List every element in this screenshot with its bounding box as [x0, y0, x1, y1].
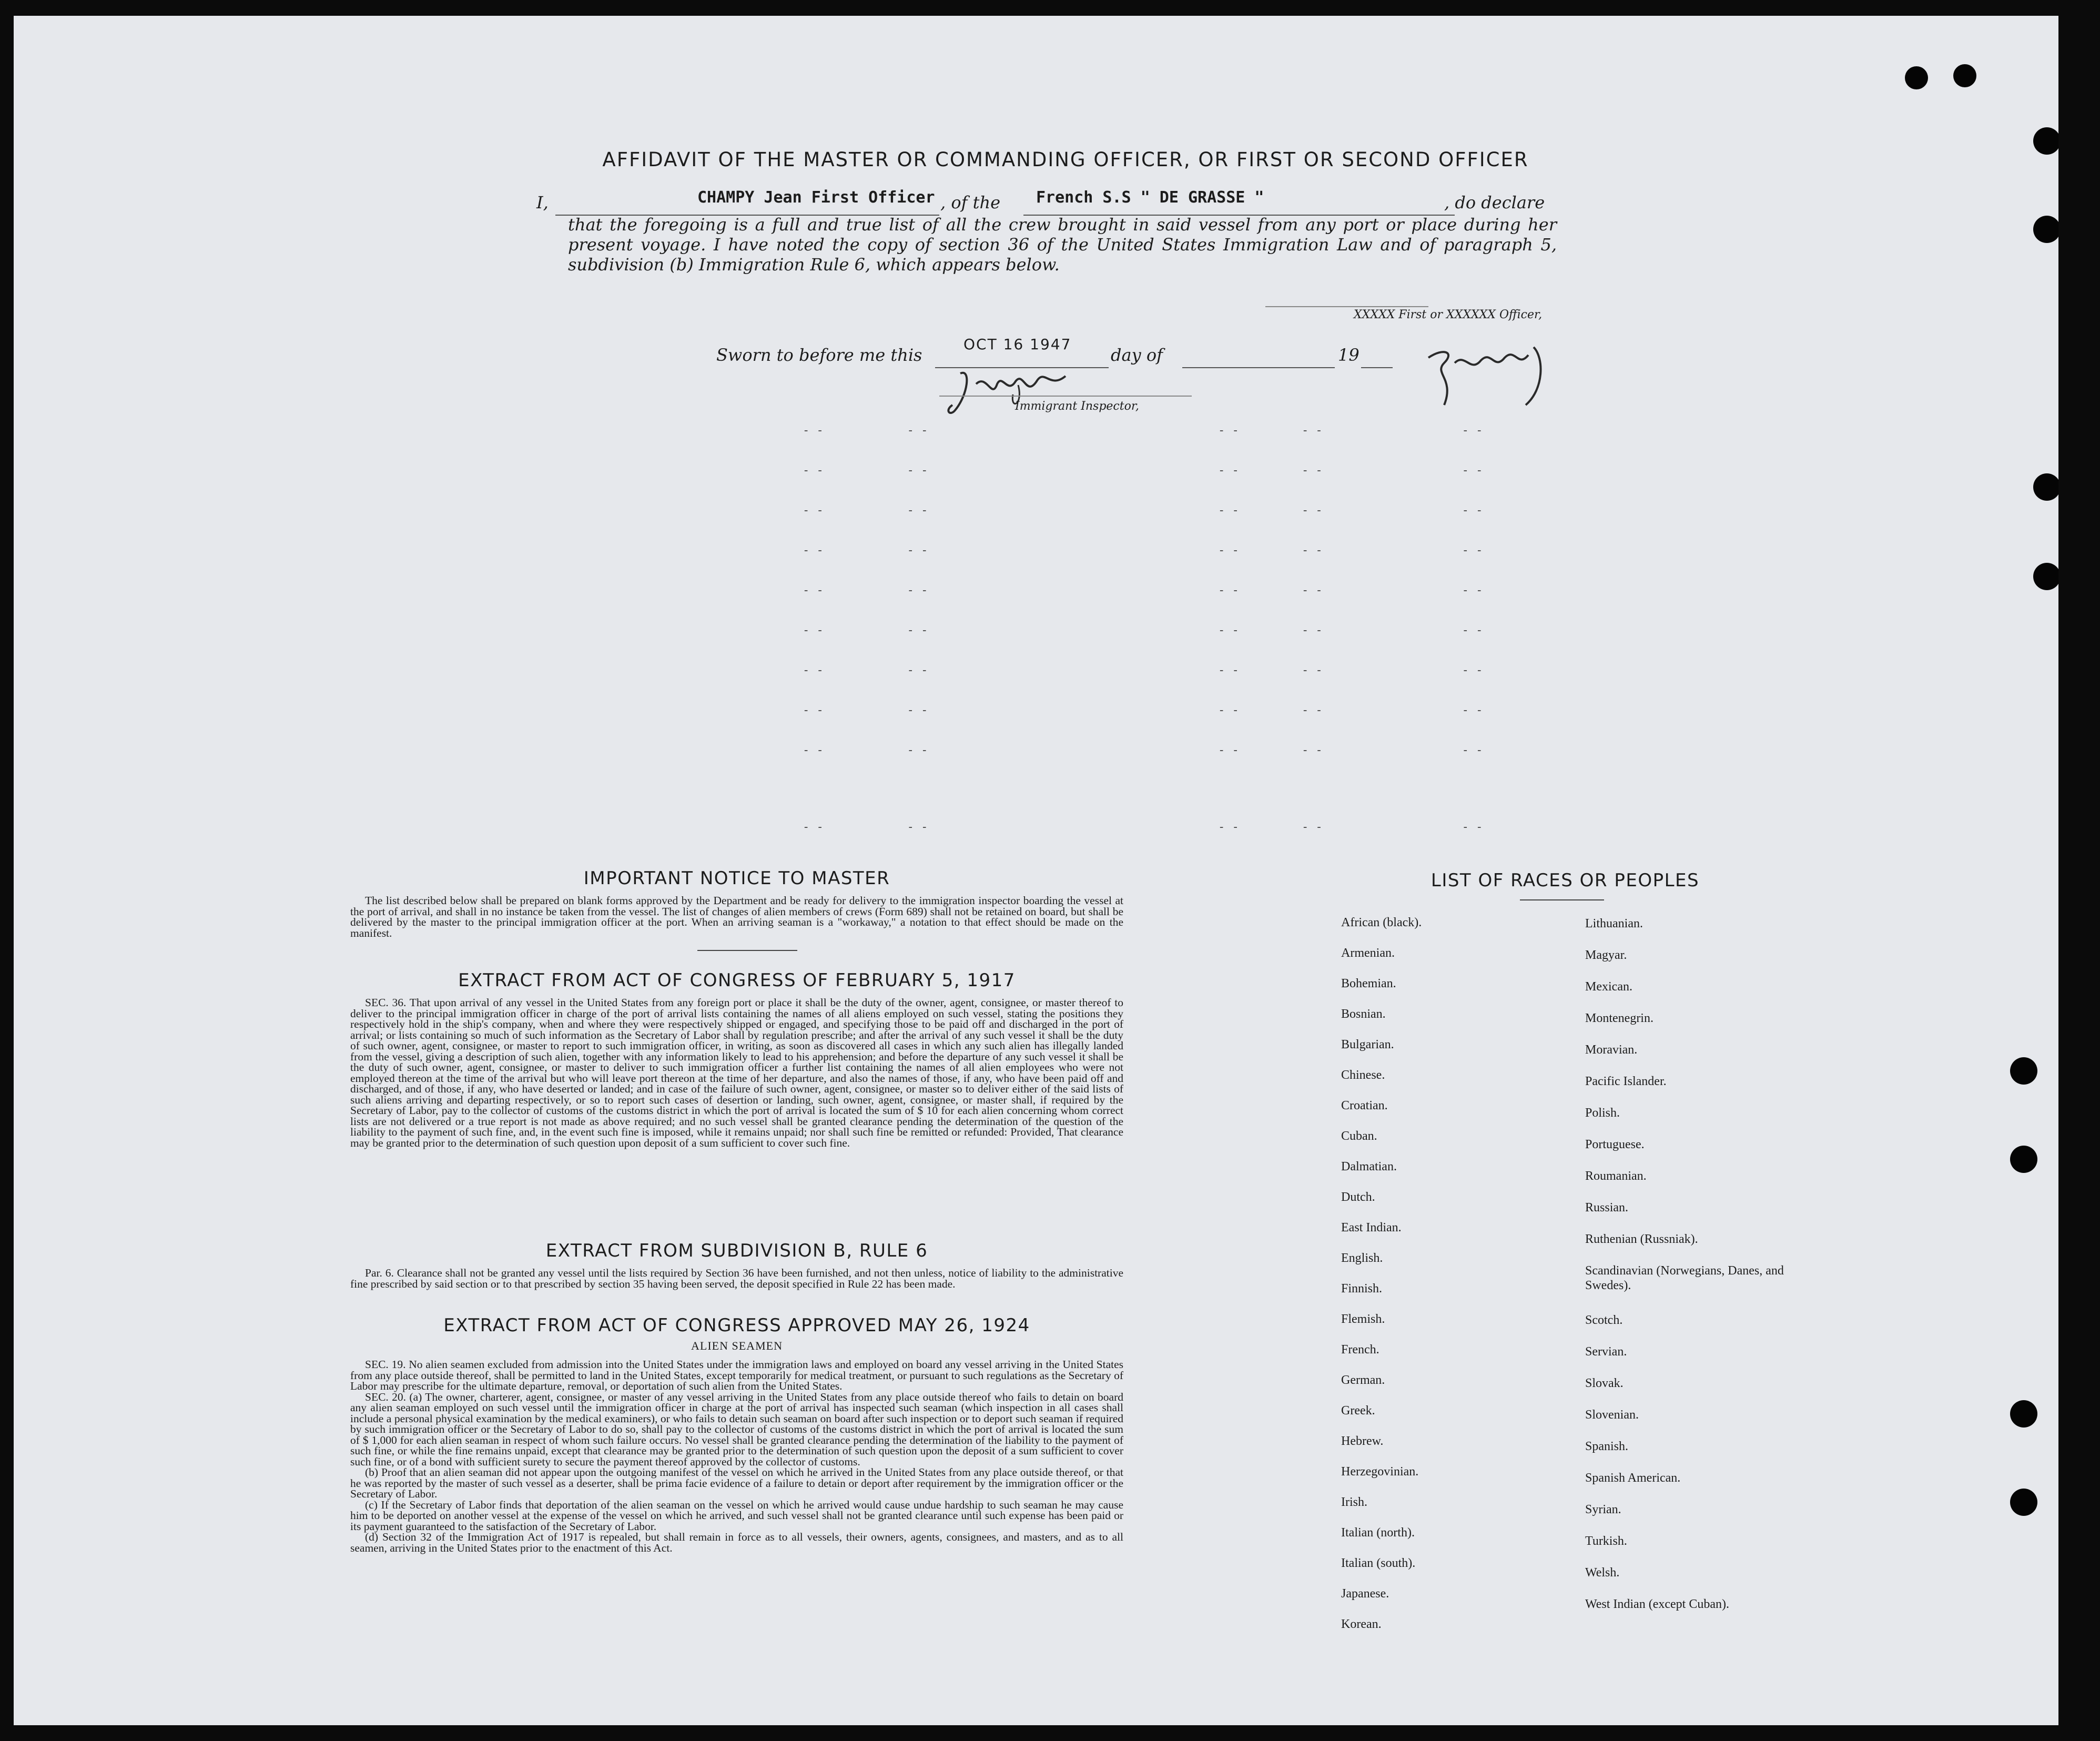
- dash-mark: - - - - - -: [1218, 664, 1483, 677]
- extract-rule6-paragraph: Par. 6. Clearance shall not be granted any vessel until the lists required by Section 36 have been furnished, and not then unless, notice of liability to the administrative fine prescribed by said section or to that prescribed by section 35 having been served, the deposit specified in Rule 22 has been made.: [350, 1267, 1123, 1290]
- race-item: Scandinavian (Norwegians, Danes, and Swedes).: [1585, 1264, 1784, 1292]
- dash-mark: - - - - - -: [1218, 624, 1483, 637]
- binder-hole: [2033, 216, 2058, 243]
- extract-rule6-text: [350, 1268, 1123, 1289]
- year-field-line: [1361, 367, 1393, 368]
- race-item: Bosnian.: [1341, 1007, 1386, 1021]
- notice-paragraph: The list described below shall be prepared on blank forms approved by the Department and be ready for delivery to the immigration inspector boarding the vessel at the port of arrival, and shall in no instance be taken from the vessel. The list of changes of alien members of crews (Form 689) shall not be retained on board, but shall be delivered by the master to the principal immigration officer at the port. When an arriving seaman is a "workaway," a notation to that effect should be made on the manifest.: [350, 894, 1123, 939]
- inspector-signature-line: [939, 396, 1192, 397]
- dash-mark: - - - - - -: [1218, 424, 1483, 437]
- dash-mark: - - - - - -: [1218, 744, 1483, 757]
- dash-mark: - - - -: [803, 624, 928, 637]
- race-item: Ruthenian (Russniak).: [1585, 1232, 1698, 1246]
- race-item: Bulgarian.: [1341, 1038, 1394, 1051]
- race-item: Korean.: [1341, 1617, 1382, 1631]
- do-declare-label: , do declare: [1444, 193, 1545, 212]
- race-item: Bohemian.: [1341, 977, 1396, 990]
- race-item: Italian (north).: [1341, 1526, 1415, 1540]
- extract-1924-text: [350, 1359, 1123, 1553]
- race-item: Pacific Islander.: [1585, 1075, 1667, 1088]
- dash-mark: - - - -: [803, 664, 928, 677]
- race-item: African (black).: [1341, 916, 1422, 929]
- race-item: Japanese.: [1341, 1587, 1389, 1601]
- i-label: I,: [536, 193, 549, 212]
- binder-hole: [1953, 64, 1976, 87]
- binder-hole: [2033, 127, 2058, 155]
- race-item: Dutch.: [1341, 1190, 1375, 1204]
- dash-mark: - - - -: [803, 464, 928, 477]
- notice-text: [350, 895, 1123, 938]
- inspector-label: Immigrant Inspector,: [1015, 400, 1139, 413]
- race-item: Welsh.: [1585, 1566, 1620, 1580]
- race-item: Lithuanian.: [1585, 917, 1643, 930]
- race-item: Croatian.: [1341, 1099, 1388, 1112]
- officer-signature-line: [1265, 306, 1428, 307]
- race-item: Cuban.: [1341, 1129, 1377, 1143]
- binder-hole: [1905, 66, 1928, 89]
- dash-mark: - - - - - -: [1218, 504, 1483, 517]
- race-item: Montenegrin.: [1585, 1011, 1653, 1025]
- section-divider: [697, 950, 797, 951]
- race-item: Syrian.: [1585, 1503, 1621, 1516]
- sworn-label: Sworn to before me this: [716, 345, 922, 365]
- binder-hole: [2033, 473, 2058, 501]
- dash-mark: - - - -: [803, 544, 928, 557]
- race-item: Slovak.: [1585, 1376, 1624, 1390]
- race-item: Italian (south).: [1341, 1556, 1416, 1570]
- race-item: Hebrew.: [1341, 1434, 1384, 1448]
- race-item: Servian.: [1585, 1345, 1627, 1359]
- race-item: Roumanian.: [1585, 1169, 1647, 1183]
- race-item: Magyar.: [1585, 948, 1627, 962]
- race-item: Portuguese.: [1585, 1138, 1645, 1151]
- race-item: Spanish American.: [1585, 1471, 1681, 1485]
- race-item: Slovenian.: [1585, 1408, 1639, 1422]
- document-page: [14, 16, 2058, 1725]
- declaration-statement: that the foregoing is a full and true list of all the crew brought in said vessel from any port or place during her present voyage. I have noted the copy of section 36 of the United States Immigration Law and of paragraph 5, subdivision (b) Immigration Rule 6, which appears below.: [568, 215, 1557, 275]
- race-item: Finnish.: [1341, 1282, 1383, 1295]
- race-item: Greek.: [1341, 1404, 1375, 1418]
- dash-mark: - - - -: [803, 744, 928, 757]
- date-stamp: OCT 16 1947: [963, 336, 1072, 353]
- race-item: Chinese.: [1341, 1068, 1385, 1082]
- day-of-label: day of: [1111, 345, 1163, 365]
- extract-1917-text: [350, 997, 1123, 1148]
- race-item: Scotch.: [1585, 1313, 1623, 1327]
- extract-1924-subtitle: ALIEN SEAMEN: [691, 1339, 783, 1352]
- race-item: Irish.: [1341, 1495, 1367, 1509]
- race-item: Armenian.: [1341, 946, 1395, 960]
- race-item: Dalmatian.: [1341, 1160, 1397, 1173]
- vessel-field-value: French S.S " DE GRASSE ": [1036, 188, 1264, 207]
- dash-mark: - - - - - -: [1218, 464, 1483, 477]
- race-item: German.: [1341, 1373, 1385, 1387]
- year-prefix: 19: [1338, 345, 1360, 365]
- race-item: Mexican.: [1585, 980, 1632, 994]
- race-item: Moravian.: [1585, 1043, 1638, 1057]
- dash-mark: - - - - - -: [1218, 821, 1483, 834]
- race-item: Spanish.: [1585, 1440, 1629, 1453]
- binder-hole: [2010, 1057, 2037, 1085]
- extract-1917-paragraph: SEC. 36. That upon arrival of any vessel in the United States from any foreign port or place it shall be the duty of the owner, agent, consignee, or master thereof to deliver to the principal immigration officer in charge of the port of arrival lists containing the names of all aliens employed on such vessel, stating the positions they respectively hold in the ship's company, when and where they were respectively shipped or engaged, and specifying those to be paid off and discharged in the port of arrival; or lists containing so much of such information as the Secretary of Labor shall by regulation prescribe; and after the arrival of any such vessel it shall be the duty of such owner, agent, consignee, or master to report to such immigration officer, in writing, as soon as discovered all cases in which any such alien has illegally landed from the vessel, giving a description of such alien, together with any information likely to lead to his apprehension; and before the departure of any such vessel it shall be the duty of such owner, agent, consignee, or master to deliver to such immigration officer a further list containing the names of all alien employees who were not employed thereon at the time of the arrival but who will leave port thereon at the time of her departure, and also the names of those, if any, who have been paid off and discharged, and of those, if any, who have deserted or landed; and in case of the failure of such owner, agent, consignee, or master so to deliver either of the said lists of such aliens arriving and departing respectively, or so to report such cases of desertion or landing, such owner, agent, consignee, or master shall, if required by the Secretary of Labor, pay to the collector of customs of the customs district in which the port of arrival is located the sum of $ 10 for each alien concerning whom correct lists are not delivered or a true report is not made as above required; and no such vessel shall be granted clearance pending the determination of the question of the liability to the payment of such fine, and, in the event such fine is imposed, while it remains unpaid; nor shall such fine be remitted or refunded: Provided, That clearance may be granted prior to the determination of such question upon deposit of a sum sufficient to cover such fine.: [350, 996, 1123, 1149]
- race-item: West Indian (except Cuban).: [1585, 1597, 1729, 1611]
- race-item: Polish.: [1585, 1106, 1620, 1120]
- extract-1924-paragraph: SEC. 20. (a) The owner, charterer, agent, consignee, or master of any vessel arriving in the United States from any place outside thereof who fails to detain on board any alien seaman employed on such vessel until the immigration officer in charge at the port of arrival has inspected such seaman (which inspection in all cases shall include a personal physical examination by the medical examiners), or who fails to detain such seaman on board after such inspection or to deport such seaman if required by such immigration officer or the Secretary of Labor to do so, shall pay to the collector of customs of the customs district in which the port of arrival is located the sum of $ 1,000 for each alien seaman in respect of whom such failure occurs. No vessel shall be granted clearance pending the determination of the liability to the payment of such fine, or while the fine remains unpaid, except that clearance may be granted prior to the determination of such question upon the deposit of a sum sufficient to cover such fine, or of a bond with sufficient surety to secure the payment thereof approved by the collector of customs.: [350, 1390, 1123, 1468]
- dash-mark: - - - -: [803, 584, 928, 597]
- affidavit-title: AFFIDAVIT OF THE MASTER OR COMMANDING OFFICER, OR FIRST OR SECOND OFFICER: [602, 148, 1529, 171]
- extract-1924-title: EXTRACT FROM ACT OF CONGRESS APPROVED MAY 26, 1924: [443, 1315, 1030, 1336]
- dash-mark: - - - -: [803, 821, 928, 834]
- extract-1924-paragraph: SEC. 19. No alien seamen excluded from admission into the United States under the immigration laws and employed on board any vessel arriving in the United States from any place outside thereof, shall be permitted to land in the United States, except temporarily for medical treatment, or pursuant to such regulations as the Secretary of Labor may prescribe for the ultimate departure, removal, or deportation of such alien from the United States.: [350, 1358, 1123, 1392]
- binder-hole: [2010, 1146, 2037, 1173]
- race-item: East Indian.: [1341, 1221, 1402, 1234]
- race-item: Flemish.: [1341, 1312, 1385, 1326]
- race-item: Russian.: [1585, 1201, 1629, 1214]
- notice-title: IMPORTANT NOTICE TO MASTER: [583, 868, 890, 889]
- dash-mark: - - - - - -: [1218, 584, 1483, 597]
- dash-mark: - - - -: [803, 504, 928, 517]
- name-field-value: CHAMPY Jean First Officer: [697, 188, 935, 207]
- binder-hole: [2010, 1489, 2037, 1516]
- of-the-label: , of the: [940, 193, 1001, 212]
- races-title-underline: [1520, 899, 1604, 900]
- race-item: French.: [1341, 1343, 1379, 1357]
- extract-1924-paragraph: (d) Section 32 of the Immigration Act of 1917 is repealed, but shall remain in force as to all vessels, their owners, agents, consignees, and masters, and as to all seamen, arriving in the United States prior to the enactment of this Act.: [350, 1531, 1123, 1554]
- binder-hole: [2033, 563, 2058, 590]
- extract-1924-paragraph: (b) Proof that an alien seaman did not appear upon the outgoing manifest of the vessel on which he arrived in the United States from any place outside thereof, or that he was reported by the master of such vessel as a deserter, shall be prima facie evidence of a failure to detain or deport after requirement by the immigration officer or the Secretary of Labor.: [350, 1466, 1123, 1500]
- binder-hole: [2010, 1400, 2037, 1428]
- officer-title: XXXXX First or XXXXXX Officer,: [1354, 308, 1543, 321]
- dash-mark: - - - -: [803, 424, 928, 437]
- dash-mark: - - - - - -: [1218, 704, 1483, 717]
- month-field-line: [1182, 367, 1335, 368]
- officer-signature: [1413, 326, 1555, 416]
- dash-mark: - - - - - -: [1218, 544, 1483, 557]
- extract-1924-paragraph: (c) If the Secretary of Labor finds that deportation of the alien seaman on the vessel on which he arrived would cause undue hardship to such seaman he may cause him to be deported on another vessel at the expense of the vessel on which he arrived, and such vessel shall not be granted clearance until such expense has been paid or its payment guaranteed to the satisfaction of the Secretary of Labor.: [350, 1498, 1123, 1533]
- extract-1917-title: EXTRACT FROM ACT OF CONGRESS OF FEBRUARY 5, 1917: [458, 970, 1016, 991]
- race-item: Herzegovinian.: [1341, 1465, 1419, 1479]
- race-item: English.: [1341, 1251, 1383, 1265]
- dash-mark: - - - -: [803, 704, 928, 717]
- races-title: LIST OF RACES OR PEOPLES: [1431, 870, 1700, 891]
- extract-rule6-title: EXTRACT FROM SUBDIVISION B, RULE 6: [545, 1240, 928, 1261]
- race-item: Turkish.: [1585, 1534, 1627, 1548]
